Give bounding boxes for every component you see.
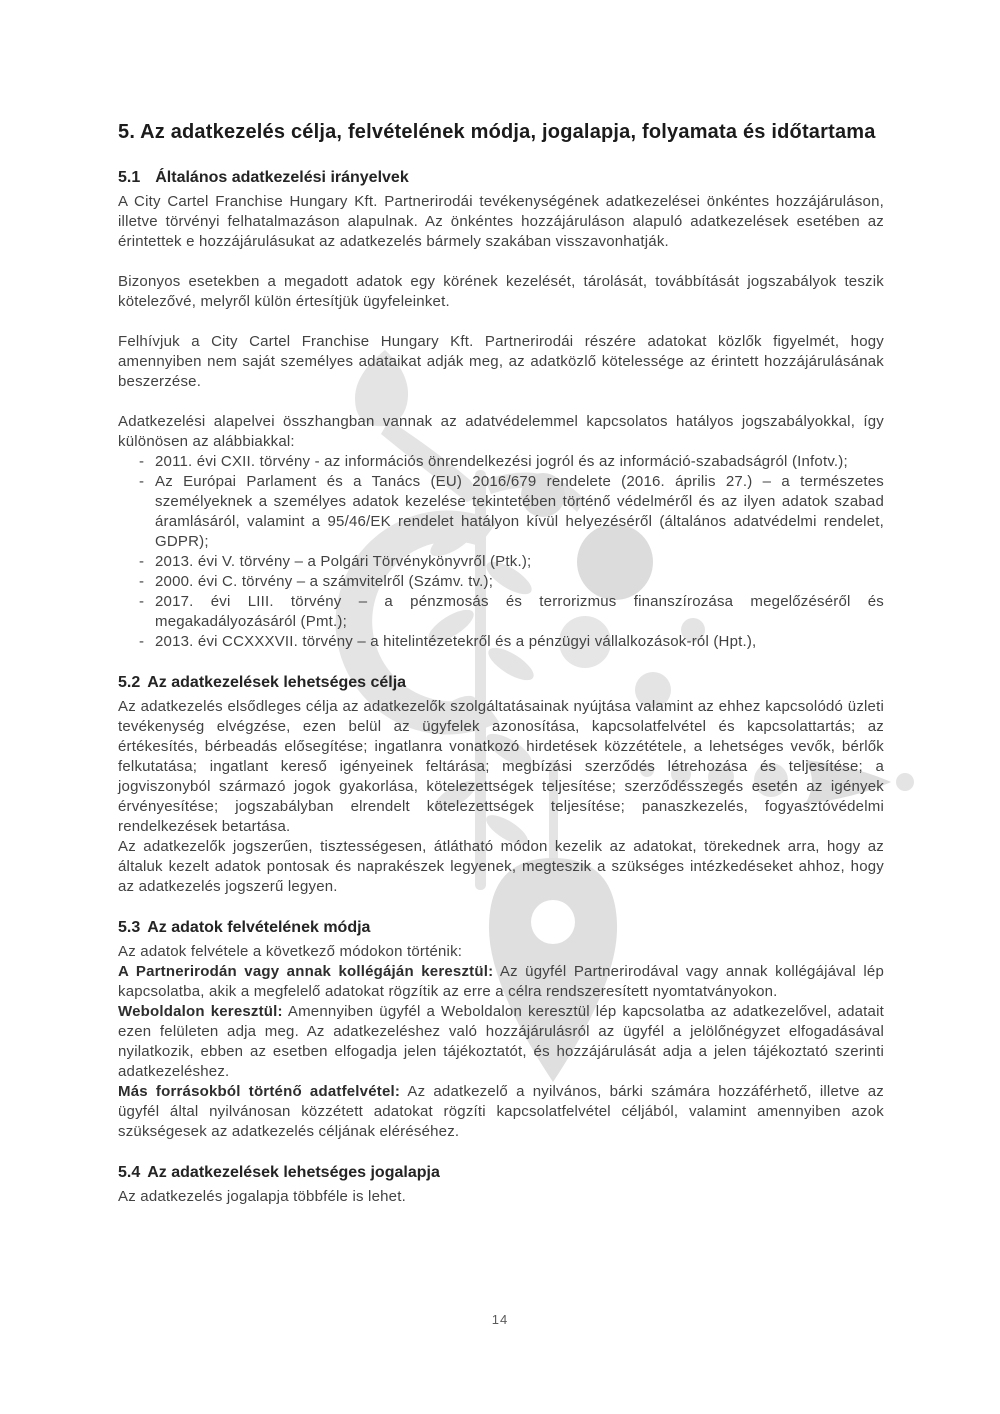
list-item [118, 592, 884, 632]
section-5-1-heading [118, 166, 884, 190]
paragraph: Felhívjuk a City Cartel Franchise Hungary Kft. Partnerirodái részére adatokat közlők figyelmét, hogy amennyiben nem saját személyes adataikat adják meg, az adatközlő kötelessége az érintett hozzájárulásának beszerzése. [118, 333, 884, 390]
section-5-2-heading-text: Az adatkezelések lehetséges célja [147, 674, 407, 691]
list-item-text: 2013. évi CCXXXVII. törvény – a hitelintézetekről és a pénzügyi vállalkozások-ról (Hpt.), [155, 633, 757, 650]
section-5-2 [118, 671, 884, 897]
document-content [118, 118, 884, 1207]
method-text: Az ügyfél Partnerirodával vagy annak kollégájával lép kapcsolatba, akik a megfelelő adatokat rögzítik az erre a célra rendszeresített nyomtatványokon. [118, 963, 884, 1000]
paragraph: A City Cartel Franchise Hungary Kft. Partnerirodái tevékenységének adatkezelései önkéntes hozzájáruláson, illetve törvényi felhatalmazáson alapulnak. Az önkéntes hozzájáruláson alapuló adatkezelések esetében az érintettek e hozzájárulásukat az adatkezelés bármely szakában visszavonhatják. [118, 193, 884, 250]
list-dash-marker: - [139, 593, 145, 610]
list-item [118, 472, 884, 552]
list-item [118, 452, 884, 472]
paragraph: Az adatok felvétele a következő módokon történik: [118, 943, 463, 960]
list-item-text: 2013. évi V. törvény – a Polgári Törvénykönyvről (Ptk.); [155, 553, 532, 570]
section-5-4-heading-text: Az adatkezelések lehetséges jogalapja [147, 1164, 440, 1181]
section-5-1-heading-text: Általános adatkezelési irányelvek [155, 169, 409, 186]
section-5-1-number: 5.1 [118, 169, 141, 186]
list-item-text: 2011. évi CXII. törvény - az információs önrendelkezési jogról és az információ-szabadságról (Infotv.); [155, 453, 848, 470]
section-5-2-heading [118, 671, 884, 695]
paragraph: Az adatkezelők jogszerűen, tisztességesen, átlátható módon kezelik az adatokat, törekednek arra, hogy az általuk kezelt adatok pontosak és naprakészek legyenek, megteszik a szükséges intézkedéseket ahhoz, hogy az adatkezelés jogszerű legyen. [118, 838, 884, 895]
list-item [118, 632, 884, 652]
method-text: Amennyiben ügyfél a Weboldalon keresztül lép kapcsolatba az adatkezelővel, adatait ezen felületen adja meg. Az adatkezeléshez való hozzájárulásról az ügyfél a jelölőnégyzet elfogadásával nyilatkozik, ebben az esetben elfogadja jelen tájékoztatót, és hozzájárulását adja a jelen tájékoztató szerinti adatkezeléshez. [118, 1003, 884, 1080]
list-dash-marker: - [139, 553, 145, 570]
method-paragraph [118, 1002, 884, 1082]
list-item-text: Az Európai Parlament és a Tanács (EU) 2016/679 rendelete (2016. április 27.) – a természetes személyeknek a személyes adatok kezelése tekintetében történő védelméről és az ilyen adatok szabad áramlásáról, valamint a 95/46/EK rendelet hatályon kívül helyezéséről (általános adatvédelmi rendelet, GDPR); [155, 473, 884, 550]
list-dash-marker: - [139, 573, 145, 590]
method-lead: Más forrásokból történő adatfelvétel: [118, 1083, 401, 1100]
paragraph: Adatkezelési alapelvei összhangban vannak az adatvédelemmel kapcsolatos hatályos jogszabályokkal, így különösen az alábbiakkal: [118, 413, 884, 450]
section-5-4-heading [118, 1161, 884, 1185]
section-5-1 [118, 166, 884, 652]
list-dash-marker: - [139, 473, 145, 490]
section-5-4-number: 5.4 [118, 1164, 141, 1181]
section-5-2-number: 5.2 [118, 674, 141, 691]
legal-references-list [118, 452, 884, 652]
section-5-3-number: 5.3 [118, 919, 141, 936]
list-item-text: 2017. évi LIII. törvény – a pénzmosás és terrorizmus finanszírozása megelőzéséről és megakadályozásáról (Pmt.); [155, 593, 884, 630]
document-title: 5. Az adatkezelés célja, felvételének módja, jogalapja, folyamata és időtartama [118, 121, 876, 143]
method-paragraph [118, 1082, 884, 1142]
list-dash-marker: - [139, 453, 145, 470]
method-lead: Weboldalon keresztül: [118, 1003, 283, 1020]
section-5-3-heading [118, 916, 884, 940]
method-text: Az adatkezelő a nyilvános, bárki számára hozzáférhető, illetve az ügyfél által nyilvánosan közzétett adatokat rögzíti kapcsolatfelvétel céljából, valamint amennyiben azok szükségesek az adatkezelés céljának eléréséhez. [118, 1083, 884, 1140]
method-paragraph [118, 962, 884, 1002]
section-5-4 [118, 1161, 884, 1207]
paragraph: Az adatkezelés jogalapja többféle is lehet. [118, 1188, 406, 1205]
page-number: 14 [491, 1312, 509, 1327]
paragraph: Az adatkezelés elsődleges célja az adatkezelők szolgáltatásainak nyújtása valamint az ehhez kapcsolódó üzleti tevékenység elvégzése, ezen belül az ügyfelek azonosítása, kapcsolatfelvétel és kapcsolattartás; az értékesítés, bérbeadás elősegítése; ingatlanra vonatkozó hirdetések közzététele, a lehetséges vevők, bérlők felkutatása; ingatlant kereső igényeinek feltárása; megbízási szerződés létrehozása és teljesítése; a jogviszonyból származó jogok gyakorlása, kötelezettségek teljesítése; szerződésszegés esetén az igények érvényesítése; jogszabályban elrendelt kötelezettségek teljesítése; panaszkezelés, fogyasztóvédelmi rendelkezések betartása. [118, 698, 884, 835]
section-5-3 [118, 916, 884, 1142]
list-dash-marker: - [139, 633, 145, 650]
section-5-3-heading-text: Az adatok felvételének módja [147, 919, 371, 936]
list-item [118, 572, 884, 592]
paragraph: Bizonyos esetekben a megadott adatok egy körének kezelését, tárolását, továbbítását jogszabályok teszik kötelezővé, melyről külön értesítjük ügyfeleinket. [118, 273, 884, 310]
method-lead: A Partnerirodán vagy annak kollégáján keresztül: [118, 963, 494, 980]
list-item-text: 2000. évi C. törvény – a számvitelről (Számv. tv.); [155, 573, 494, 590]
list-item [118, 552, 884, 572]
